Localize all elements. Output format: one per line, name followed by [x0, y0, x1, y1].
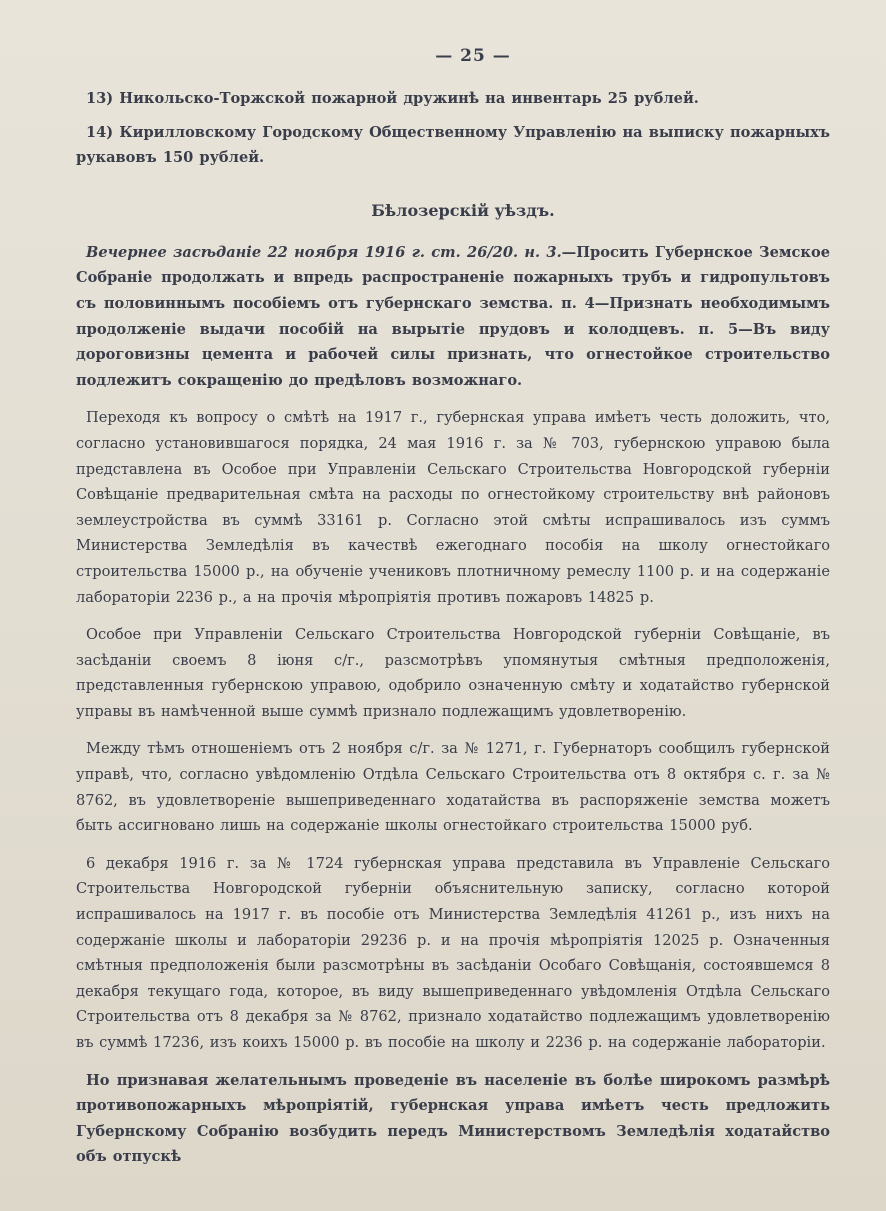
- paragraph-text: —Просить Губернское Земское Собраніе продолжать и впредь распространеніе пожарныхъ трубъ и гидропультовъ съ половиннымъ пособіемъ отъ губернскаго земства. п. 4—Признать необходимымъ продолженіе выдачи пособій на вырытіе прудовъ и колодцевъ. п. 5—Въ виду дороговизны цемента и рабочей силы признать, что огнестойкое строительство подлежитъ сокращенію до предѣловъ возможнаго.: [76, 243, 830, 389]
- section-title: Бѣлозерскій уѣздъ.: [371, 200, 555, 220]
- paragraph-proposal: Но признавая желательнымъ проведеніе въ населеніе въ болѣе широкомъ размѣрѣ противопожарныхъ мѣропріятій, губернская управа имѣетъ честь предложить Губернскому Собранію возбудить передъ Министерствомъ Земледѣлія ходатайство объ отпускѣ: [76, 1071, 830, 1166]
- paragraph-december-note: 6 декабря 1916 г. за № 1724 губернская управа представила въ Управленіе Сельскаго Строительства Новгородской губерніи объяснительную записку, согласно которой испрашивалось на 1917 г. въ пособіе отъ Министерства Земледѣлія 41261 р., изъ нихъ на содержаніе школы и лабораторіи 29236 р. и на прочія мѣропріятія 12025 р. Означенныя смѣтныя предположенія были разсмотрѣны въ засѣданіи Особаго Совѣщанія, состоявшемся 8 декабря текущаго года, которое, въ виду вышеприведеннаго увѣдомленія Отдѣла Сельскаго Строительства отъ 8 декабря за № 8762, признало ходатайство подлежащимъ удовлетворенію въ суммѣ 17236, изъ коихъ 15000 р. въ пособіе на школу и 2236 р. на содержаніе лабораторіи.: [76, 854, 830, 1051]
- paragraph-governor-letter: Между тѣмъ отношеніемъ отъ 2 ноября с/г. за № 1271, г. Губернаторъ сообщилъ губернской управѣ, что, согласно увѣдомленію Отдѣла Сельскаго Строительства отъ 8 октября с. г. за № 8762, въ удовлетвореніе вышеприведеннаго ходатайства въ распоряженіе земства можетъ быть ассигновано лишь на содержаніе школы огнестойкаго строительства 15000 руб.: [76, 740, 830, 835]
- paragraph-estimate-1917: Переходя къ вопросу о смѣтѣ на 1917 г., губернская управа имѣетъ честь доложить, что, согласно установившагося порядка, 24 мая 1916 г. за № 703, губернскою управою была представлена въ Особое при Управленіи Сельскаго Строительства Новгородской губерніи Совѣщаніе предварительная смѣта на расходы по огнестойкому строительству внѣ районовъ землеустройства въ суммѣ 33161 р. Согласно этой смѣты испрашивалось изъ суммъ Министерства Земледѣлія въ качествѣ ежегоднаго пособія на школу огнестойкаго строительства 15000 р., на обученіе учениковъ плотничному ремеслу 1100 р. и на содержаніе лабораторіи 2236 р., а на прочія мѣропріятія противъ пожаровъ 14825 р.: [76, 409, 830, 606]
- session-reference: Вечернее засѣданіе 22 ноября 1916 г. ст. 26/20. н. 3.: [86, 243, 562, 261]
- page-number: — 25 —: [435, 46, 511, 66]
- paragraph-session-resolution: [76, 240, 830, 394]
- list-item-13: 13) Никольско-Торжской пожарной дружинѣ на инвентарь 25 рублей.: [86, 90, 699, 107]
- paragraph-special-meeting: Особое при Управленіи Сельскаго Строительства Новгородской губерніи Совѣщаніе, въ засѣданіи своемъ 8 іюня с/г., разсмотрѣвъ упомянутыя смѣтныя предположенія, представленныя губернскою управою, одобрило означенную смѣту и ходатайство губернской управы въ намѣченной выше суммѣ признало подлежащимъ удовлетворенію.: [76, 626, 830, 720]
- list-item-14: 14) Кирилловскому Городскому Общественному Управленію на выписку пожарныхъ рукавовъ 150 рублей.: [76, 123, 830, 167]
